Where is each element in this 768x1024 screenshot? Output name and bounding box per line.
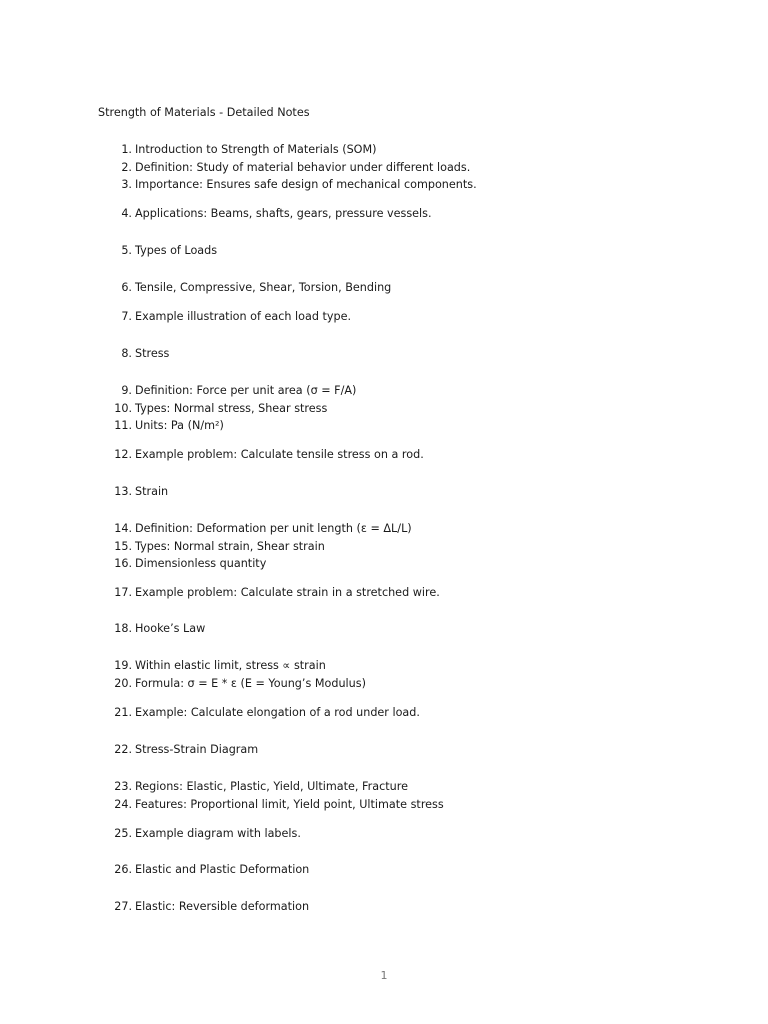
- list-item-number: 26.: [114, 863, 132, 876]
- list-item-number: 22.: [114, 743, 132, 756]
- list-item-number: 15.: [114, 540, 132, 553]
- list-item-text: Stress: [135, 347, 170, 360]
- list-item-number: 11.: [114, 419, 132, 432]
- list-item-text: Tensile, Compressive, Shear, Torsion, Bending: [135, 281, 392, 294]
- list-item-number: 6.: [121, 281, 132, 294]
- list-item-text: Hooke’s Law: [135, 622, 206, 635]
- list-item-number: 5.: [121, 244, 132, 257]
- list-item-number: 4.: [121, 207, 132, 220]
- list-item-number: 7.: [121, 310, 132, 323]
- list-item-text: Example problem: Calculate tensile stress on a rod.: [135, 448, 424, 461]
- list-item-text: Applications: Beams, shafts, gears, pressure vessels.: [135, 207, 432, 220]
- list-item-text: Definition: Force per unit area (σ = F/A): [135, 384, 357, 397]
- list-item-number: 14.: [114, 522, 132, 535]
- list-item-number: 10.: [114, 402, 132, 415]
- list-item-number: 3.: [121, 178, 132, 191]
- list-item-number: 13.: [114, 485, 132, 498]
- list-item-number: 12.: [114, 448, 132, 461]
- list-item-text: Example problem: Calculate strain in a stretched wire.: [135, 586, 440, 599]
- list-item-number: 19.: [114, 659, 132, 672]
- list-item-text: Dimensionless quantity: [135, 557, 267, 570]
- list-item-number: 18.: [114, 622, 132, 635]
- list-item-text: Example diagram with labels.: [135, 827, 301, 840]
- page-number: 1: [380, 969, 388, 982]
- list-item-text: Example: Calculate elongation of a rod under load.: [135, 706, 420, 719]
- list-item-number: 24.: [114, 798, 132, 811]
- list-item-text: Elastic and Plastic Deformation: [135, 863, 310, 876]
- list-item-text: Stress-Strain Diagram: [135, 743, 259, 756]
- list-item-number: 17.: [114, 586, 132, 599]
- list-item-number: 16.: [114, 557, 132, 570]
- list-item-text: Types: Normal strain, Shear strain: [135, 540, 325, 553]
- list-item-text: Definition: Study of material behavior under different loads.: [135, 161, 471, 174]
- list-item-number: 9.: [121, 384, 132, 397]
- list-item-text: Formula: σ = E * ε (E = Young’s Modulus): [135, 677, 366, 690]
- list-item-text: Features: Proportional limit, Yield point, Ultimate stress: [135, 798, 444, 811]
- list-item-text: Types: Normal stress, Shear stress: [135, 402, 328, 415]
- list-item-number: 21.: [114, 706, 132, 719]
- list-item-text: Importance: Ensures safe design of mechanical components.: [135, 178, 477, 191]
- list-item-text: Strain: [135, 485, 169, 498]
- list-item-text: Example illustration of each load type.: [135, 310, 352, 323]
- list-item-text: Elastic: Reversible deformation: [135, 900, 310, 913]
- list-item-number: 2.: [121, 161, 132, 174]
- list-item-text: Definition: Deformation per unit length (ε = ΔL/L): [135, 522, 412, 535]
- list-item-text: Regions: Elastic, Plastic, Yield, Ultimate, Fracture: [135, 780, 408, 793]
- list-item-text: Within elastic limit, stress ∝ strain: [135, 659, 326, 672]
- list-item-number: 27.: [114, 900, 132, 913]
- list-item-number: 8.: [121, 347, 132, 360]
- list-item-number: 1.: [121, 143, 132, 156]
- list-item-text: Introduction to Strength of Materials (SOM): [135, 143, 377, 156]
- list-item-number: 23.: [114, 780, 132, 793]
- document-title: Strength of Materials - Detailed Notes: [98, 106, 310, 119]
- list-item-number: 25.: [114, 827, 132, 840]
- list-item-number: 20.: [114, 677, 132, 690]
- list-item-text: Types of Loads: [135, 244, 218, 257]
- list-item-text: Units: Pa (N/m²): [135, 419, 224, 432]
